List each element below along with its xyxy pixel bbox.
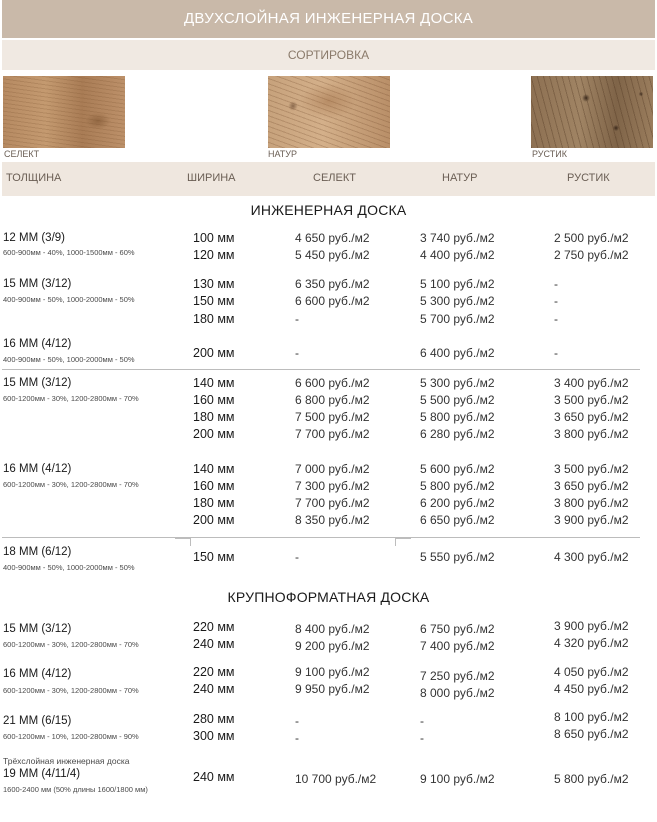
swatch-label-rustic: РУСТИК — [532, 149, 567, 159]
price-natur: 6 200 руб./м2 — [420, 496, 495, 510]
header-thickness: ТОЛЩИНА — [6, 172, 62, 184]
price-natur: 6 400 руб./м2 — [420, 346, 495, 360]
sorting-bar — [2, 40, 655, 70]
thickness-label: 16 ММ (4/12) — [3, 668, 72, 680]
swatch-rustic-image — [531, 76, 653, 148]
format-note: 600-1200мм - 30%, 1200-2800мм - 70% — [3, 480, 139, 489]
bracket-mark — [175, 538, 191, 546]
header-natur: НАТУР — [442, 172, 478, 184]
price-rustic: - — [554, 346, 558, 360]
header-width: ШИРИНА — [187, 172, 236, 184]
bracket-mark — [395, 538, 411, 546]
price-natur: 5 800 руб./м2 — [420, 479, 495, 493]
price-select: - — [295, 731, 299, 745]
thickness-label: 18 ММ (6/12) — [3, 546, 72, 558]
price-rustic: - — [554, 277, 558, 291]
price-select: 9 100 руб./м2 — [295, 665, 370, 679]
thickness-label: 16 ММ (4/12) — [3, 463, 72, 475]
thickness-label: 15 ММ (3/12) — [3, 278, 72, 290]
price-select: 6 800 руб./м2 — [295, 393, 370, 407]
width-cell: 150 мм — [193, 294, 235, 308]
price-select: 9 200 руб./м2 — [295, 639, 370, 653]
width-cell: 160 мм — [193, 479, 235, 493]
width-cell: 180 мм — [193, 410, 235, 424]
price-select: 9 950 руб./м2 — [295, 682, 370, 696]
width-cell: 240 мм — [193, 770, 235, 784]
price-natur: 5 300 руб./м2 — [420, 294, 495, 308]
width-cell: 130 мм — [193, 277, 235, 291]
price-rustic: 3 500 руб./м2 — [554, 393, 629, 407]
width-cell: 180 мм — [193, 312, 235, 326]
price-select: 7 700 руб./м2 — [295, 496, 370, 510]
page-title: ДВУХСЛОЙНАЯ ИНЖЕНЕРНАЯ ДОСКА — [183, 10, 474, 27]
price-rustic: 4 320 руб./м2 — [554, 636, 629, 650]
thickness-label: 15 ММ (3/12) — [3, 623, 72, 635]
price-select: - — [295, 714, 299, 728]
format-note: 600-1200мм - 10%, 1200-2800мм - 90% — [3, 732, 139, 741]
price-select: 7 300 руб./м2 — [295, 479, 370, 493]
price-natur: 6 750 руб./м2 — [420, 622, 495, 636]
price-select: 8 350 руб./м2 — [295, 513, 370, 527]
width-cell: 140 мм — [193, 376, 235, 390]
price-natur: 7 250 руб./м2 — [420, 669, 495, 683]
price-select: - — [295, 346, 299, 360]
swatch-label-natur: НАТУР — [268, 149, 298, 159]
price-rustic: 2 500 руб./м2 — [554, 231, 629, 245]
width-cell: 140 мм — [193, 462, 235, 476]
price-select: 4 650 руб./м2 — [295, 231, 370, 245]
price-rustic: - — [554, 294, 558, 308]
product-subtitle: Трёхслойная инженерная доска — [3, 756, 130, 766]
width-cell: 180 мм — [193, 496, 235, 510]
price-rustic: 2 750 руб./м2 — [554, 248, 629, 262]
width-cell: 160 мм — [193, 393, 235, 407]
section-title-wide-plank: КРУПНОФОРМАТНАЯ ДОСКА — [227, 589, 430, 605]
price-select: 5 450 руб./м2 — [295, 248, 370, 262]
price-natur: 5 300 руб./м2 — [420, 376, 495, 390]
header-select: СЕЛЕКТ — [313, 172, 356, 184]
width-cell: 220 мм — [193, 665, 235, 679]
price-natur: 5 500 руб./м2 — [420, 393, 495, 407]
price-rustic: - — [554, 312, 558, 326]
price-select: 7 700 руб./м2 — [295, 427, 370, 441]
thickness-label: 16 ММ (4/12) — [3, 338, 72, 350]
width-cell: 300 мм — [193, 729, 235, 743]
price-rustic: 4 300 руб./м2 — [554, 550, 629, 564]
format-note: 400-900мм - 50%, 1000-2000мм - 50% — [3, 563, 135, 572]
price-rustic: 8 650 руб./м2 — [554, 727, 629, 741]
section-title-engineered: ИНЖЕНЕРНАЯ ДОСКА — [250, 202, 407, 218]
swatch-select-image — [3, 76, 125, 148]
price-select: 6 600 руб./м2 — [295, 376, 370, 390]
price-rustic: 3 650 руб./м2 — [554, 479, 629, 493]
width-cell: 240 мм — [193, 682, 235, 696]
price-natur: - — [420, 714, 424, 728]
price-natur: 4 400 руб./м2 — [420, 248, 495, 262]
price-natur: 5 800 руб./м2 — [420, 410, 495, 424]
price-natur: 5 700 руб./м2 — [420, 312, 495, 326]
thickness-label: 19 ММ (4/11/4) — [3, 768, 81, 780]
width-cell: 100 мм — [193, 231, 235, 245]
price-rustic: 5 800 руб./м2 — [554, 772, 629, 786]
format-note: 400-900мм - 50%, 1000-2000мм - 50% — [3, 355, 135, 364]
swatch-natur-image — [268, 76, 390, 148]
price-natur: 6 650 руб./м2 — [420, 513, 495, 527]
price-rustic: 3 800 руб./м2 — [554, 496, 629, 510]
width-cell: 200 мм — [193, 427, 235, 441]
format-note: 600-1200мм - 30%, 1200-2800мм - 70% — [3, 686, 139, 695]
price-select: - — [295, 550, 299, 564]
price-natur: 8 000 руб./м2 — [420, 686, 495, 700]
price-natur: 5 100 руб./м2 — [420, 277, 495, 291]
price-rustic: 3 900 руб./м2 — [554, 513, 629, 527]
format-note: 1600-2400 мм (50% длины 1600/1800 мм) — [3, 785, 148, 794]
width-cell: 200 мм — [193, 346, 235, 360]
price-natur: 3 740 руб./м2 — [420, 231, 495, 245]
thickness-label: 15 ММ (3/12) — [3, 377, 72, 389]
price-rustic: 8 100 руб./м2 — [554, 710, 629, 724]
width-cell: 240 мм — [193, 637, 235, 651]
width-cell: 150 мм — [193, 550, 235, 564]
price-rustic: 3 650 руб./м2 — [554, 410, 629, 424]
price-rustic: 3 900 руб./м2 — [554, 619, 629, 633]
width-cell: 220 мм — [193, 620, 235, 634]
price-natur: - — [420, 731, 424, 745]
row-divider — [2, 369, 640, 370]
price-select: 6 600 руб./м2 — [295, 294, 370, 308]
price-select: 6 350 руб./м2 — [295, 277, 370, 291]
width-cell: 120 мм — [193, 248, 235, 262]
width-cell: 200 мм — [193, 513, 235, 527]
format-note: 600-900мм - 40%, 1000-1500мм - 60% — [3, 248, 135, 257]
thickness-label: 21 ММ (6/15) — [3, 715, 72, 727]
sorting-label: СОРТИРОВКА — [287, 48, 370, 62]
price-select: 8 400 руб./м2 — [295, 622, 370, 636]
price-rustic: 4 450 руб./м2 — [554, 682, 629, 696]
row-divider — [2, 537, 640, 538]
format-note: 400-900мм - 50%, 1000-2000мм - 50% — [3, 295, 135, 304]
price-rustic: 3 400 руб./м2 — [554, 376, 629, 390]
price-natur: 5 600 руб./м2 — [420, 462, 495, 476]
format-note: 600-1200мм - 30%, 1200-2800мм - 70% — [3, 640, 139, 649]
price-rustic: 3 500 руб./м2 — [554, 462, 629, 476]
title-bar — [2, 0, 655, 38]
price-rustic: 3 800 руб./м2 — [554, 427, 629, 441]
price-select: 7 500 руб./м2 — [295, 410, 370, 424]
price-natur: 6 280 руб./м2 — [420, 427, 495, 441]
price-select: 10 700 руб./м2 — [295, 772, 377, 786]
header-rustic: РУСТИК — [567, 172, 610, 184]
swatch-label-select: СЕЛЕКТ — [4, 149, 40, 159]
price-select: 7 000 руб./м2 — [295, 462, 370, 476]
price-natur: 5 550 руб./м2 — [420, 550, 495, 564]
price-natur: 9 100 руб./м2 — [420, 772, 495, 786]
width-cell: 280 мм — [193, 712, 235, 726]
format-note: 600-1200мм - 30%, 1200-2800мм - 70% — [3, 394, 139, 403]
thickness-label: 12 ММ (3/9) — [3, 232, 65, 244]
price-select: - — [295, 312, 299, 326]
price-natur: 7 400 руб./м2 — [420, 639, 495, 653]
price-rustic: 4 050 руб./м2 — [554, 665, 629, 679]
